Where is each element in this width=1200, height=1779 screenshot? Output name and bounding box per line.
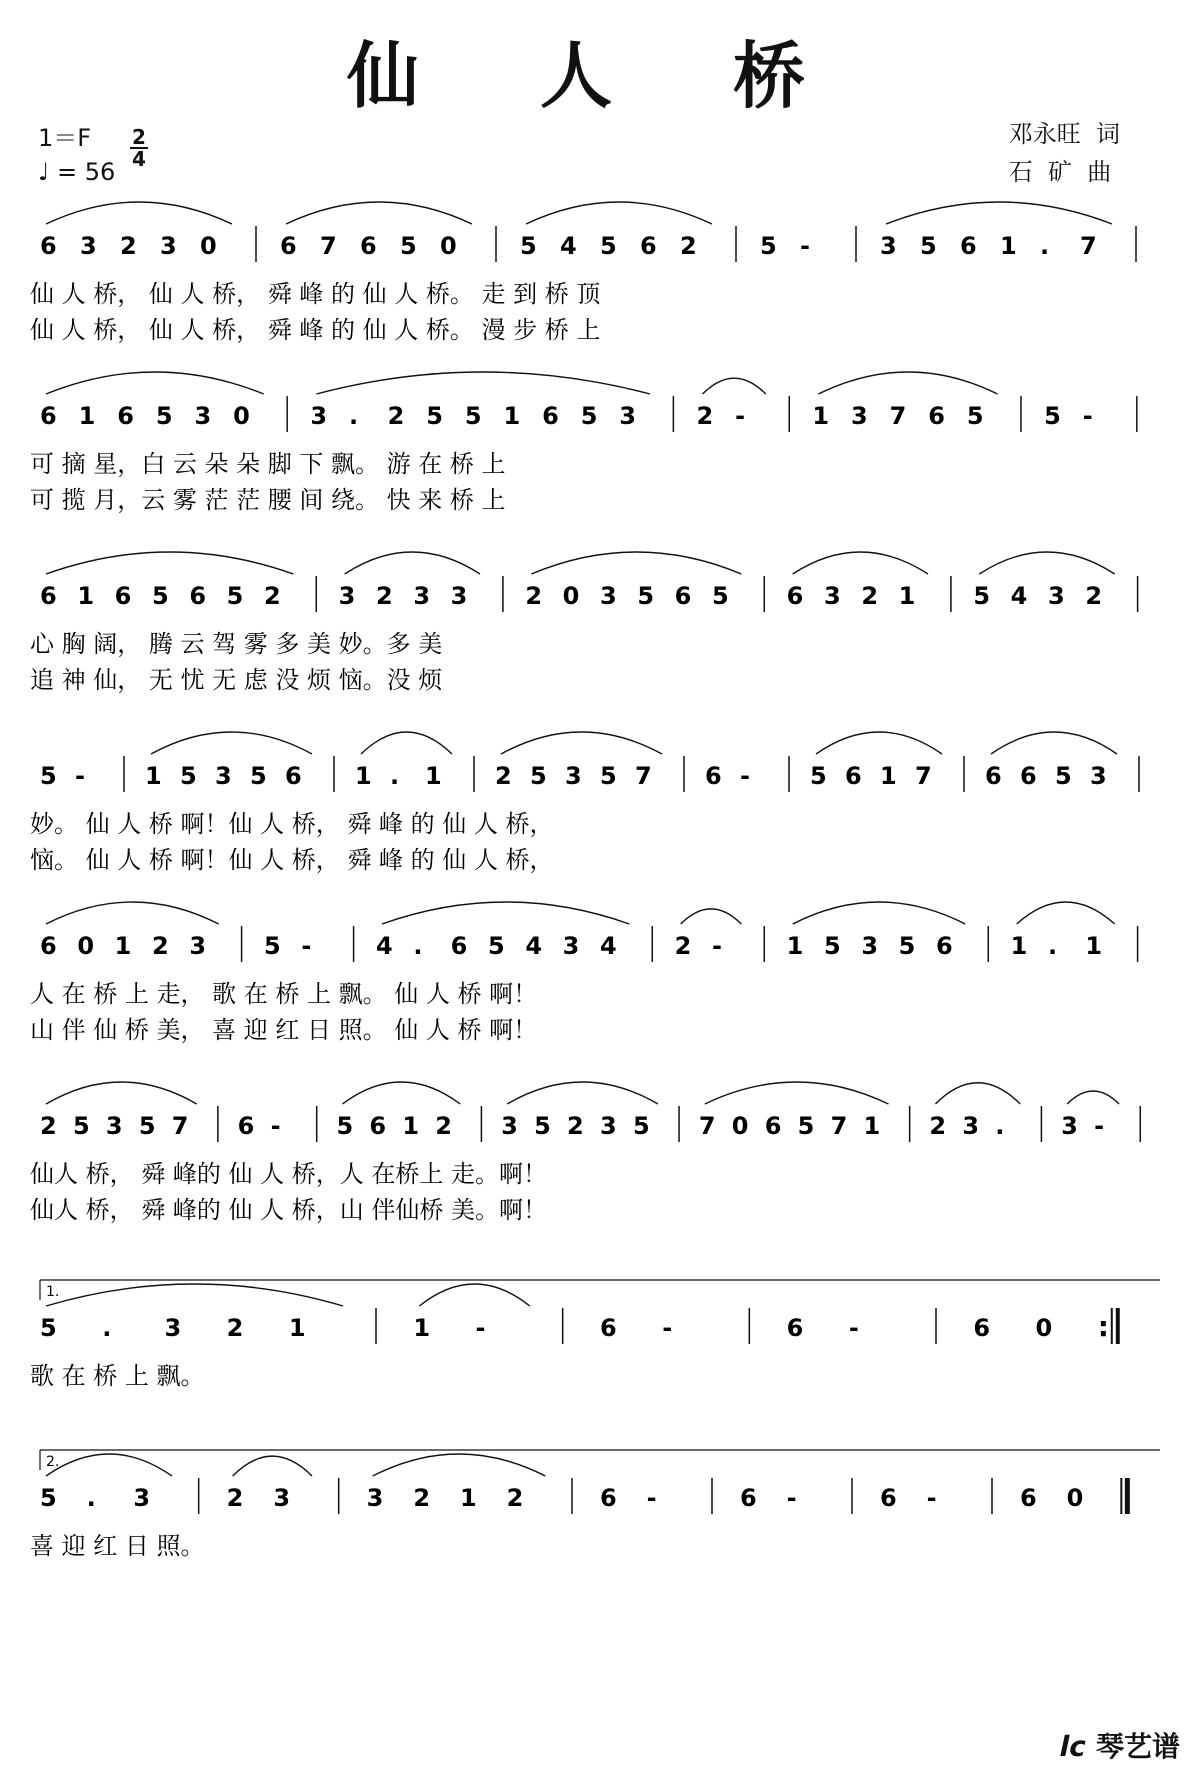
slur	[46, 372, 264, 394]
lyric-line-1: 可 摘 星，白 云 朵 朵 脚 下 飘。 游 在 桥 上	[30, 450, 506, 478]
note-digit: 1	[460, 1484, 477, 1512]
note-digit: 3	[194, 402, 212, 430]
note-digit: 6	[285, 762, 302, 790]
note-digit: 5	[40, 1484, 57, 1512]
note-digit: 3	[273, 1484, 291, 1512]
note-digit: 2	[152, 932, 169, 960]
slur	[979, 552, 1114, 574]
note-digit: 3	[366, 1484, 384, 1512]
note-digit: 5	[712, 582, 729, 610]
note-digit: 4	[560, 232, 577, 260]
note-digit: 2	[226, 1484, 244, 1512]
note-digit: 5	[226, 582, 244, 610]
note-digit: 2	[376, 582, 393, 610]
note-digit: 6	[936, 932, 953, 960]
note-digit: 5	[920, 232, 937, 260]
note-digit: 6	[40, 402, 57, 430]
note-digit: 6	[928, 402, 945, 430]
lyric-line-1: 心 胸 阔， 腾 云 驾 雾 多 美 妙。多 美	[30, 630, 443, 658]
note-digit: 7	[635, 762, 652, 790]
note-digit: 5	[155, 402, 173, 430]
note-digit: 2	[525, 582, 543, 610]
note-digit: 5	[180, 762, 197, 790]
slur	[793, 552, 928, 574]
note-digit: 3	[600, 1112, 617, 1140]
key-signature: 1＝F	[38, 124, 92, 152]
note-digit: 5	[600, 762, 617, 790]
note-digit: 0	[731, 1112, 749, 1140]
note-digit: 6	[40, 582, 57, 610]
note-digit: 2	[226, 1314, 244, 1342]
composer-credit: 石 矿 曲	[1008, 158, 1112, 186]
note-digit: 3	[164, 1314, 182, 1342]
note-digit: 2	[929, 1112, 947, 1140]
note-digit: 5	[488, 932, 505, 960]
note-digit: 6	[845, 762, 862, 790]
note-digit: 5	[520, 232, 537, 260]
note-digit: 1	[1085, 932, 1103, 960]
note-digit: 6	[1020, 1484, 1037, 1512]
slur	[526, 202, 712, 224]
note-digit: 1	[812, 402, 830, 430]
note-digit: 3	[160, 232, 177, 260]
note-digit: 5	[898, 932, 916, 960]
note-digit: 4	[600, 932, 617, 960]
slur	[345, 552, 480, 574]
note-digit: 4	[1010, 582, 1028, 610]
note-digit: -	[75, 762, 85, 790]
note-digit: 6	[600, 1314, 617, 1342]
lyric-line-2: 恼。 仙 人 桥 啊！仙 人 桥， 舜 峰 的 仙 人 桥，	[30, 846, 554, 874]
note-digit: 1	[1010, 932, 1028, 960]
note-digit: 2	[680, 232, 697, 260]
note-digit: 3	[600, 582, 617, 610]
note-digit: 6	[880, 1484, 897, 1512]
note-digit: 1	[413, 1314, 431, 1342]
note-digit: .	[390, 762, 400, 790]
note-digit: 5	[632, 1112, 650, 1140]
note-digit: 3	[215, 762, 232, 790]
slur	[373, 1454, 546, 1476]
slur	[46, 202, 232, 224]
note-digit: 0	[440, 232, 457, 260]
note-digit: 5	[534, 1112, 551, 1140]
note-digit: 1	[355, 762, 372, 790]
note-digit: 6	[764, 1112, 782, 1140]
note-digit: 7	[830, 1112, 848, 1140]
note-digit: 5	[464, 402, 482, 430]
note-digit: 3	[861, 932, 879, 960]
lyric-line-2: 追 神 仙， 无 忧 无 虑 没 烦 恼。没 烦	[30, 666, 443, 694]
note-digit: 2	[413, 1484, 431, 1512]
lyric-line-1: 歌 在 桥 上 飘。	[30, 1362, 205, 1390]
slur	[233, 1456, 312, 1476]
slur	[818, 372, 997, 394]
note-digit: 5	[973, 582, 991, 610]
note-digit: 6	[114, 582, 132, 610]
note-digit: 2	[435, 1112, 452, 1140]
note-digit: 6	[786, 1314, 804, 1342]
note-digit: .	[995, 1112, 1005, 1140]
note-digit: -	[735, 402, 746, 430]
note-digit: 6	[450, 932, 468, 960]
note-digit: 7	[320, 232, 337, 260]
note-digit: -	[740, 762, 750, 790]
lyric-line-1: 仙人 桥， 舜 峰的 仙 人 桥，人 在桥上 走。啊！	[30, 1160, 548, 1188]
note-digit: 0	[562, 582, 580, 610]
note-digit: 1	[898, 582, 916, 610]
note-digit: 2	[567, 1112, 584, 1140]
note-digit: 5	[824, 932, 841, 960]
note-digit: 3	[413, 582, 431, 610]
note-digit: .	[102, 1314, 112, 1342]
slur	[793, 902, 966, 924]
note-digit: 5	[138, 1112, 156, 1140]
note-digit: 2	[674, 932, 692, 960]
note-digit: 2	[1085, 582, 1103, 610]
note-digit: 6	[973, 1314, 991, 1342]
note-digit: 6	[542, 402, 559, 430]
lyric-line-1: 喜 迎 红 日 照。	[30, 1532, 205, 1560]
note-digit: 0	[1035, 1314, 1053, 1342]
note-digit: 6	[640, 232, 657, 260]
note-digit: 3	[851, 402, 868, 430]
note-digit: 2	[861, 582, 879, 610]
note-digit: .	[86, 1484, 96, 1512]
lyric-line-2: 山 伴 仙 桥 美， 喜 迎 红 日 照。 仙 人 桥 啊！	[30, 1016, 538, 1044]
note-digit: 6	[960, 232, 977, 260]
note-digit: 5	[580, 402, 598, 430]
note-digit: 3	[310, 402, 328, 430]
note-digit: 3	[501, 1112, 518, 1140]
note-digit: 6	[600, 1484, 617, 1512]
note-digit: 2	[506, 1484, 524, 1512]
note-digit: 4	[376, 932, 393, 960]
note-digit: -	[301, 932, 312, 960]
note-digit: 1	[880, 762, 897, 790]
note-digit: -	[475, 1314, 486, 1342]
note-digit: 5	[250, 762, 267, 790]
note-digit: 6	[40, 932, 57, 960]
slur	[507, 1082, 658, 1104]
slur	[46, 1284, 343, 1306]
slur	[886, 202, 1112, 224]
note-digit: 1	[1000, 232, 1017, 260]
note-digit: 6	[280, 232, 297, 260]
slur	[361, 732, 452, 754]
note-digit: 1	[77, 582, 95, 610]
note-digit: 6	[1020, 762, 1037, 790]
slur	[1017, 902, 1115, 924]
note-digit: 1	[425, 762, 442, 790]
note-digit: 5	[72, 1112, 90, 1140]
slur	[703, 378, 766, 394]
slur	[46, 1454, 172, 1476]
note-digit: 0	[1066, 1484, 1084, 1512]
note-digit: 2	[387, 402, 405, 430]
lyric-line-2: 仙 人 桥， 仙 人 桥， 舜 峰 的 仙 人 桥。 漫 步 桥 上	[30, 316, 601, 344]
note-digit: 5	[40, 762, 57, 790]
note-digit: 7	[698, 1112, 716, 1140]
slur	[816, 732, 942, 754]
note-digit: -	[1094, 1112, 1105, 1140]
note-digit: 0	[200, 232, 217, 260]
note-digit: -	[712, 932, 722, 960]
note-digit: 6	[237, 1112, 255, 1140]
slur	[151, 732, 312, 754]
note-digit: 6	[674, 582, 692, 610]
note-digit: 3	[1090, 762, 1107, 790]
note-digit: 1	[288, 1314, 306, 1342]
note-digit: 5	[1044, 402, 1061, 430]
note-digit: .	[413, 932, 423, 960]
lyric-line-1: 仙 人 桥， 仙 人 桥， 舜 峰 的 仙 人 桥。 走 到 桥 顶	[30, 280, 601, 308]
slur	[342, 1082, 460, 1104]
slur	[46, 1082, 197, 1104]
note-digit: 5	[336, 1112, 354, 1140]
note-digit: -	[662, 1314, 673, 1342]
note-digit: 2	[40, 1112, 57, 1140]
slur	[286, 202, 472, 224]
note-digit: 6	[40, 232, 57, 260]
volta-number: 2.	[46, 1454, 60, 1470]
note-digit: -	[926, 1484, 937, 1512]
note-digit: 5	[760, 232, 777, 260]
note-digit: 5	[1055, 762, 1072, 790]
note-digit: 1	[114, 932, 132, 960]
note-digit: 6	[360, 232, 377, 260]
note-digit: 5	[797, 1112, 815, 1140]
lyric-line-1: 人 在 桥 上 走， 歌 在 桥 上 飘。 仙 人 桥 啊！	[30, 980, 538, 1008]
note-digit: 5	[40, 1314, 57, 1342]
note-digit: 3	[1061, 1112, 1078, 1140]
slur	[1067, 1091, 1119, 1104]
note-digit: 5	[426, 402, 443, 430]
slur	[681, 909, 742, 924]
note-digit: 0	[233, 402, 250, 430]
note-digit: -	[646, 1484, 657, 1512]
note-digit: 3	[1048, 582, 1065, 610]
note-digit: 3	[824, 582, 841, 610]
note-digit: -	[1082, 402, 1093, 430]
note-digit: 3	[189, 932, 207, 960]
note-digit: 3	[565, 762, 582, 790]
note-digit: 6	[369, 1112, 387, 1140]
repeat-dots: :	[1097, 1310, 1109, 1343]
note-digit: 5	[152, 582, 169, 610]
song-title: 仙 人 桥	[346, 33, 854, 118]
note-digit: 5	[400, 232, 417, 260]
note-digit: 6	[985, 762, 1002, 790]
note-digit: 7	[889, 402, 907, 430]
note-digit: .	[1040, 232, 1050, 260]
lyricist-credit: 邓永旺 词	[1008, 120, 1120, 148]
slur	[419, 1284, 529, 1306]
note-digit: 1	[145, 762, 162, 790]
site-logo: lc 琴艺谱	[1056, 1730, 1180, 1763]
note-digit: 5	[637, 582, 655, 610]
note-digit: 6	[786, 582, 804, 610]
note-digit: 5	[966, 402, 984, 430]
lyric-line-2: 可 揽 月，云 雾 茫 茫 腰 间 绕。 快 来 桥 上	[30, 486, 506, 514]
slur	[46, 902, 219, 924]
note-digit: -	[270, 1112, 281, 1140]
note-digit: 1	[402, 1112, 420, 1140]
slur	[46, 552, 293, 574]
note-digit: 2	[120, 232, 137, 260]
tempo-marking: ♩ = 56	[38, 158, 116, 186]
slur	[531, 552, 741, 574]
lyric-line-2: 仙人 桥， 舜 峰的 仙 人 桥，山 伴仙桥 美。啊！	[30, 1196, 548, 1224]
note-digit: 3	[562, 932, 580, 960]
note-digit: 2	[264, 582, 281, 610]
slur	[382, 902, 629, 924]
note-digit: 7	[915, 762, 932, 790]
note-digit: 1	[863, 1112, 881, 1140]
note-digit: 1	[786, 932, 804, 960]
time-signature: 2 4	[130, 128, 148, 168]
note-digit: 3	[338, 582, 356, 610]
note-digit: 5	[600, 232, 617, 260]
note-digit: 2	[495, 762, 512, 790]
note-digit: 7	[1080, 232, 1097, 260]
note-digit: 0	[77, 932, 95, 960]
note-digit: 6	[117, 402, 134, 430]
note-digit: 3	[105, 1112, 123, 1140]
note-digit: 6	[740, 1484, 757, 1512]
note-digit: 3	[133, 1484, 151, 1512]
note-digit: 7	[171, 1112, 189, 1140]
note-digit: -	[848, 1314, 859, 1342]
note-digit: 4	[525, 932, 543, 960]
note-digit: -	[786, 1484, 797, 1512]
note-digit: .	[348, 402, 359, 430]
note-digit: 5	[810, 762, 827, 790]
note-digit: 6	[189, 582, 207, 610]
note-digit: 1	[78, 402, 96, 430]
slur	[991, 732, 1117, 754]
note-digit: .	[1048, 932, 1058, 960]
slur	[316, 372, 650, 394]
note-digit: 3	[450, 582, 468, 610]
slur	[935, 1083, 1020, 1104]
slur	[501, 732, 662, 754]
lyric-line-1: 妙。 仙 人 桥 啊！仙 人 桥， 舜 峰 的 仙 人 桥，	[30, 810, 554, 838]
volta-number: 1.	[46, 1284, 60, 1300]
note-digit: 5	[264, 932, 281, 960]
note-digit: 3	[962, 1112, 980, 1140]
note-digit: 3	[880, 232, 897, 260]
note-digit: 1	[503, 402, 521, 430]
slur	[705, 1082, 889, 1104]
note-digit: 3	[619, 402, 637, 430]
note-digit: 6	[705, 762, 722, 790]
note-digit: 5	[530, 762, 547, 790]
note-digit: 3	[80, 232, 97, 260]
note-digit: -	[800, 232, 810, 260]
note-digit: 2	[696, 402, 714, 430]
